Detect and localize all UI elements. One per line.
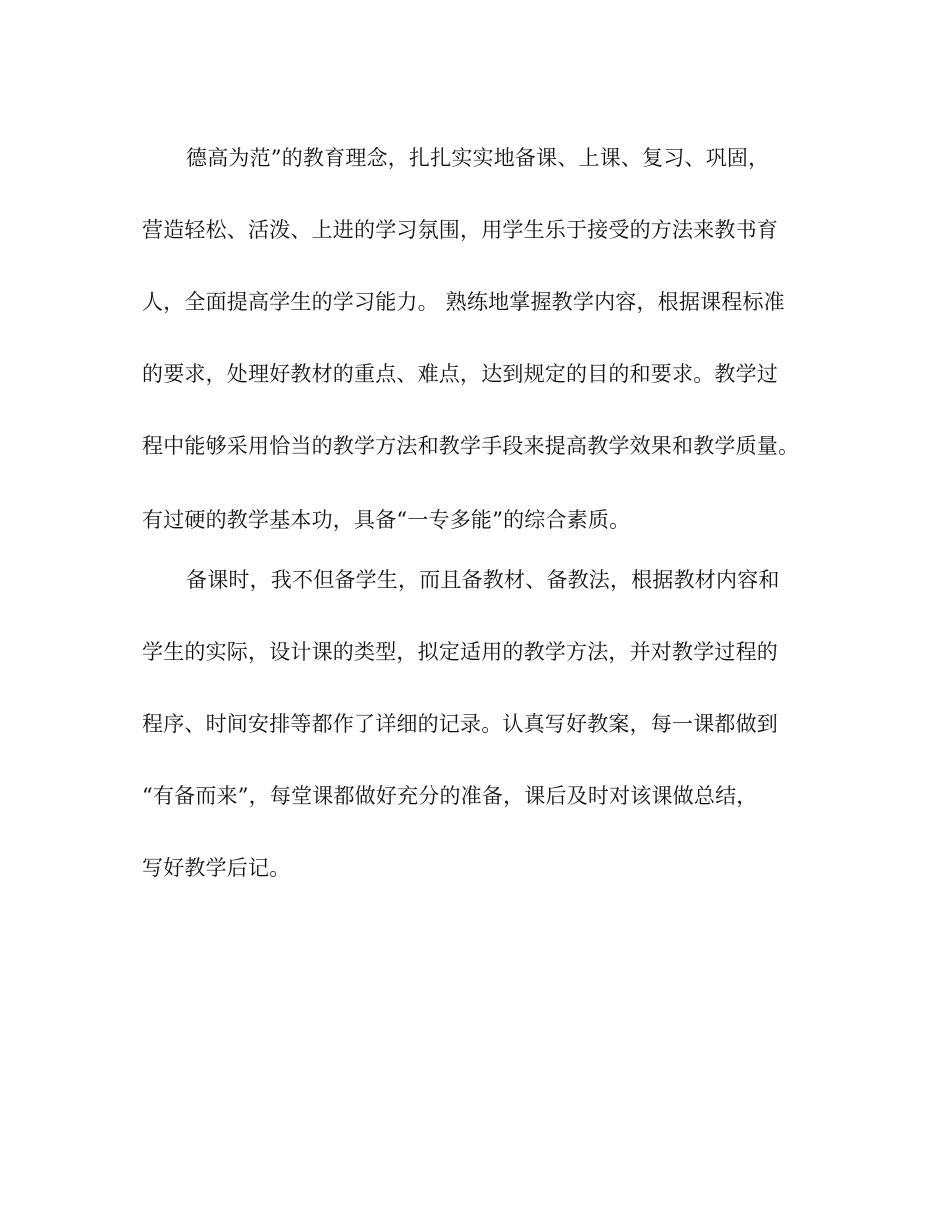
paragraph-1-line-4: 的要求，处理好教材的重点、难点，达到规定的目的和要求。教学过 [142, 362, 778, 386]
paragraph-1-line-6: 有过硬的教学基本功，具备“一专多能”的综合素质。 [142, 508, 631, 532]
paragraph-2-line-2: 学生的实际，设计课的类型，拟定适用的教学方法，并对教学过程的 [142, 640, 778, 664]
paragraph-1-line-1: 德高为范”的教育理念，扎扎实实地备课、上课、复习、巩固， [186, 146, 770, 170]
paragraph-2-line-5: 写好教学后记。 [142, 856, 291, 880]
paragraph-1-line-2: 营造轻松、活泼、上进的学习氛围，用学生乐于接受的方法来教书育 [142, 218, 778, 242]
paragraph-1-line-3: 人，全面提高学生的学习能力。 熟练地掌握教学内容，根据课程标准 [142, 290, 785, 314]
paragraph-2-line-1: 备课时，我不但备学生，而且备教材、备教法，根据教材内容和 [186, 568, 780, 592]
paragraph-2-line-4: “有备而来”，每堂课都做好充分的准备，课后及时对该课做总结， [142, 784, 758, 808]
paragraph-1-line-5: 程中能够采用恰当的教学方法和教学手段来提高教学效果和教学质量。 [142, 434, 800, 458]
paragraph-2-line-3: 程序、时间安排等都作了详细的记录。认真写好教案，每一课都做到 [142, 712, 778, 736]
